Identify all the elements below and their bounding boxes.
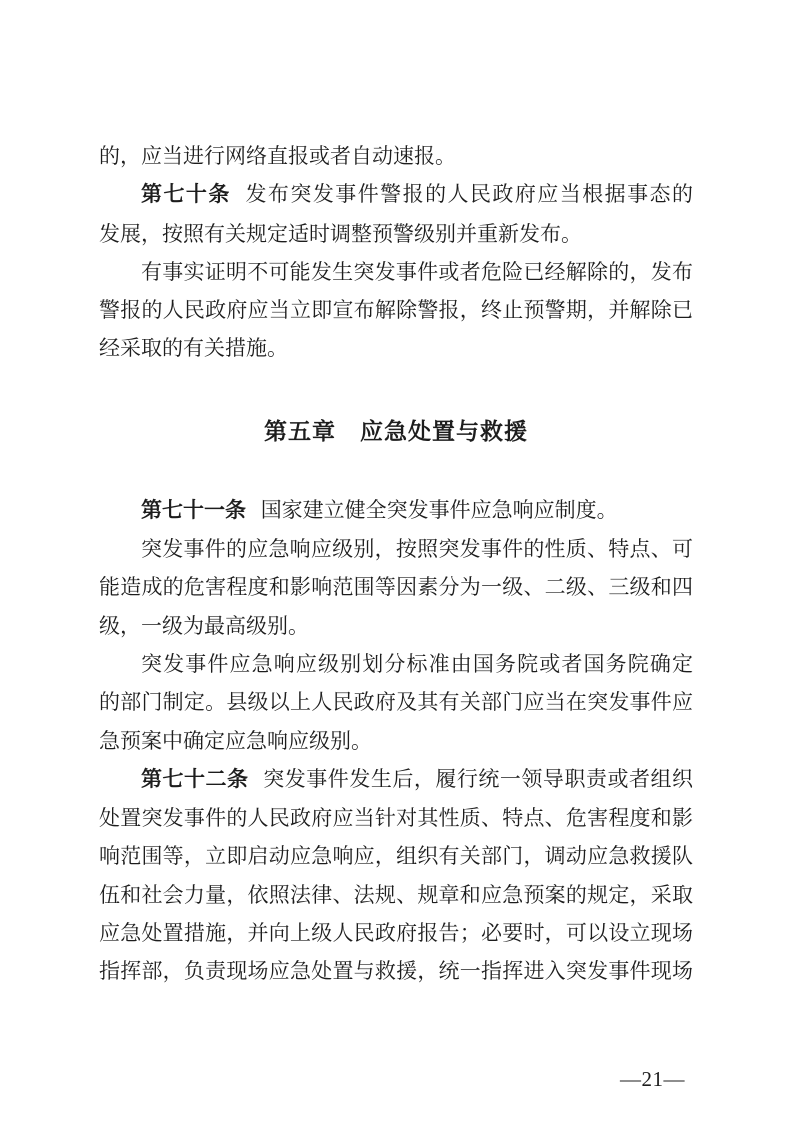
body-paragraph xyxy=(99,645,693,760)
text-line: 急预案中确定应急响应级别。 xyxy=(99,728,372,753)
text-line: 响范围等，立即启动应急响应，组织有关部门，调动应急救援队 xyxy=(99,844,693,869)
document-body xyxy=(99,137,693,991)
text-line: 突发事件的应急响应级别，按照突发事件的性质、特点、可 xyxy=(141,537,693,562)
text-line: 处置突发事件的人民政府应当针对其性质、特点、危害程度和影 xyxy=(99,806,693,831)
text-line: 指挥部，负责现场应急处置与救援，统一指挥进入突发事件现场 xyxy=(99,959,693,984)
text-line: 伍和社会力量，依照法律、法规、规章和应急预案的规定，采取 xyxy=(99,882,693,907)
text-line: 应急处置措施，并向上级人民政府报告；必要时，可以设立现场 xyxy=(99,921,693,946)
body-paragraph xyxy=(99,530,693,645)
article-paragraph xyxy=(99,491,693,530)
text-line: 的，应当进行网络直报或者自动速报。 xyxy=(99,144,456,168)
text-line: 经采取的有关措施。 xyxy=(99,336,288,361)
chapter-heading: 第五章 应急处置与救援 xyxy=(264,417,528,444)
article-number: 第七十一条 xyxy=(141,498,246,522)
page-number: —21— xyxy=(620,1067,685,1091)
text-line: 第七十条 发布突发事件警报的人民政府应当根据事态的 xyxy=(141,182,694,207)
body-paragraph xyxy=(99,137,693,175)
article-number: 第七十条 xyxy=(141,183,231,207)
text-line: 的部门制定。县级以上人民政府及其有关部门应当在突发事件应 xyxy=(99,690,693,715)
text-line: 警报的人民政府应当立即宣布解除警报，终止预警期，并解除已 xyxy=(99,298,693,323)
text-line: 能造成的危害程度和影响范围等因素分为一级、二级、三级和四 xyxy=(99,575,693,600)
article-paragraph xyxy=(99,760,693,991)
text-line: 第七十一条 国家建立健全突发事件应急响应制度。 xyxy=(141,497,618,522)
text-line: 第七十二条 突发事件发生后，履行统一领导职责或者组织 xyxy=(141,766,694,791)
article-paragraph xyxy=(99,175,693,253)
text-line: 发展，按照有关规定适时调整预警级别并重新发布。 xyxy=(99,221,582,246)
article-number: 第七十二条 xyxy=(141,767,249,791)
text-line: 级，一级为最高级别。 xyxy=(99,613,309,638)
text-line: 突发事件应急响应级别划分标准由国务院或者国务院确定 xyxy=(141,651,693,676)
body-paragraph xyxy=(99,253,693,368)
text-line: 有事实证明不可能发生突发事件或者危险已经解除的，发布 xyxy=(141,259,693,284)
